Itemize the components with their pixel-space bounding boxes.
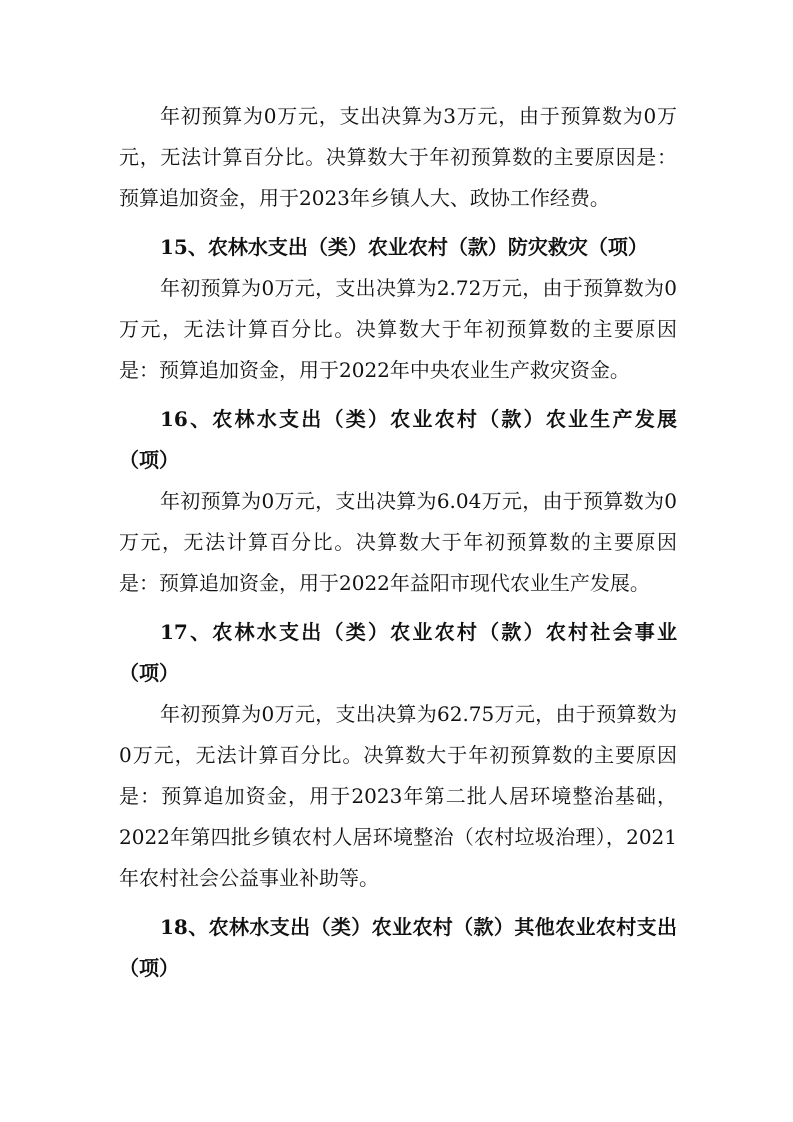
- body-paragraph-17: 年初预算为0万元，支出决算为62.75万元，由于预算数为0万元，无法计算百分比。决算数大于年初预算数的主要原因是：预算追加资金，用于2023年第二批人居环境整治基础，2022年第四批乡镇农村人居环境整治（农村垃圾治理），2021年农村社会公益事业补助等。: [119, 702, 677, 890]
- body-paragraph-15: 年初预算为0万元，支出决算为2.72万元，由于预算数为0万元，无法计算百分比。决算数大于年初预算数的主要原因是：预算追加资金，用于2022年中央农业生产救灾资金。: [119, 276, 677, 382]
- document-page: [119, 96, 677, 989]
- section-heading-15: 15、农林水支出（类）农业农村（款）防灾救灾（项）: [160, 235, 648, 259]
- body-paragraph-16: 年初预算为0万元，支出决算为6.04万元，由于预算数为0万元，无法计算百分比。决算数大于年初预算数的主要原因是：预算追加资金，用于2022年益阳市现代农业生产发展。: [119, 489, 677, 595]
- section-heading-17: 17、农林水支出（类）农业农村（款）农村社会事业（项）: [119, 620, 677, 685]
- body-paragraph-1: 年初预算为0万元，支出决算为3万元，由于预算数为0万元，无法计算百分比。决算数大于年初预算数的主要原因是：预算追加资金，用于2023年乡镇人大、政协工作经费。: [119, 104, 677, 210]
- section-heading-16: 16、农林水支出（类）农业农村（款）农业生产发展（项）: [119, 407, 677, 472]
- section-heading-18: 18、农林水支出（类）农业农村（款）其他农业农村支出（项）: [119, 915, 677, 980]
